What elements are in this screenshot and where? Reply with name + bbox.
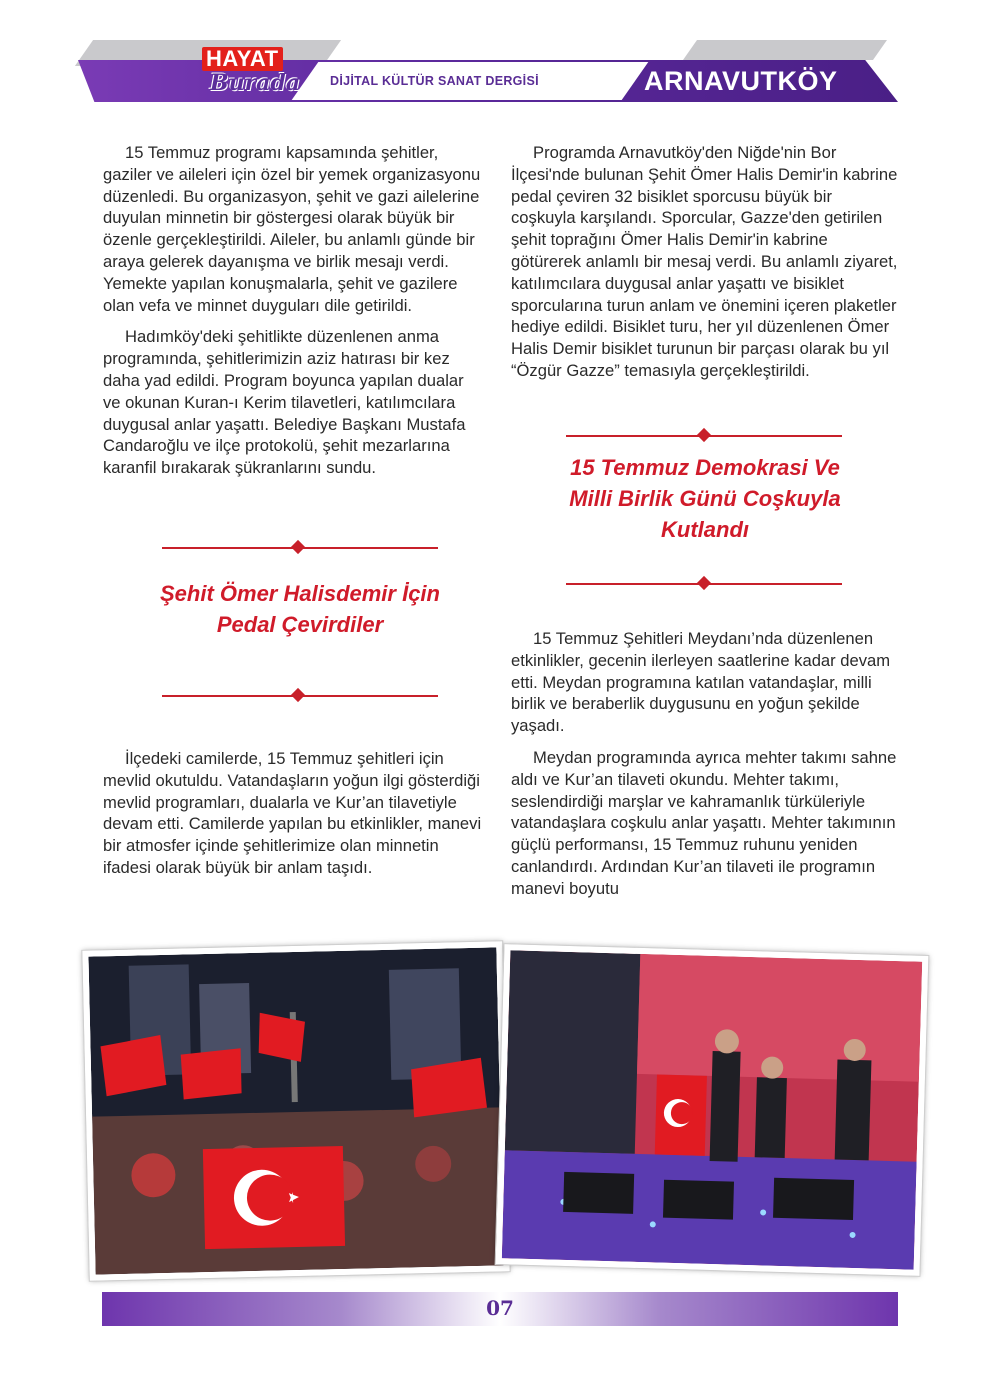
left-column-bottom bbox=[103, 748, 485, 879]
photo-stage-performance bbox=[496, 944, 929, 1276]
district-title: ARNAVUTKÖY bbox=[644, 66, 838, 96]
section-heading-15-temmuz: 15 Temmuz Demokrasi Ve Milli Birlik Günü Coşkuyla Kutlandı bbox=[569, 455, 841, 542]
divider-diamond-icon bbox=[291, 688, 305, 702]
magazine-logo bbox=[196, 45, 306, 105]
paragraph: Meydan programında ayrıca mehter takımı sahne aldı ve Kur’an tilaveti okundu. Mehter takımı, seslendirdiği marşlar ve kahramanlık türküleriyle vatandaşlara coşkulu anlar yaşattı. Mehter takımının güçlü performansı, 15 Temmuz ruhunu yeniden canlandırdı. Ardından Kur’an tilaveti ile programın manevi boyutu bbox=[511, 747, 897, 898]
page-number: 07 bbox=[486, 1296, 514, 1320]
header-gray-stripe-right bbox=[683, 40, 887, 60]
divider-diamond-icon bbox=[697, 428, 711, 442]
stage-photo-illustration bbox=[502, 950, 922, 1269]
paragraph: İlçedeki camilerde, 15 Temmuz şehitleri için mevlid okutuldu. Vatandaşların yoğun ilgi gösterdiği mevlid programları, dualarla ve Kur’an tilavetiyle devam etti. Camilerde yapılan bu etkinlikler, manevi bir atmosfer içinde şehitlerimize olan minnetin ifadesi olarak büyük bir anlam taşıdı. bbox=[103, 749, 482, 877]
divider-diamond-icon bbox=[697, 576, 711, 590]
paragraph: 15 Temmuz programı kapsamında şehitler, gaziler ve aileleri için özel bir yemek organizasyonu düzenledi. Bu organizasyon, şehit ve gazi ailelerine duyulan minnetin bir göstergesi olarak büyük bir özenle gerçekleştirildi. Aileler, bu anlamlı günde bir araya gelerek dayanışma ve birlik mesajı verdi. Yemekte yapılan konuşmalarla, şehit ve gazilere olan vefa ve minnet duyguları dile getirildi. bbox=[103, 143, 481, 315]
right-column-bottom bbox=[511, 628, 899, 900]
page-footer bbox=[102, 1292, 898, 1326]
paragraph: Hadımköy'deki şehitlikte düzenlenen anma programında, şehitlerimizin aziz hatırası bir kez daha yad edildi. Program boyunca yapılan dualar ve okunan Kuran-ı Kerim tilavetleri, katılımcılara duygusal anlar yaşattı. Belediye Başkanı Mustafa Candaroğlu ve ilçe protokolü, şehit mezarlarına karanfil bırakarak şükranlarını sundu. bbox=[103, 327, 466, 478]
paragraph: 15 Temmuz Şehitleri Meydanı’nda düzenlenen etkinlikler, gecenin ilerleyen saatlerine kadar devam etti. Meydan programına katılan vatandaşlar, milli birlik ve beraberlik duygusunu en yoğun şekilde yaşadı. bbox=[511, 629, 891, 736]
right-column-top bbox=[511, 142, 899, 382]
logo-hayat: HAYAT bbox=[202, 47, 283, 71]
logo-burada: Burada bbox=[210, 70, 301, 96]
section-heading-pedal: Şehit Ömer Halisdemir İçin Pedal Çevirdiler bbox=[160, 581, 440, 637]
left-column-top bbox=[103, 142, 485, 479]
magazine-subtitle: DİJİTAL KÜLTÜR SANAT DERGİSİ bbox=[330, 74, 539, 88]
divider-diamond-icon bbox=[291, 540, 305, 554]
crowd-photo-illustration bbox=[88, 947, 503, 1274]
paragraph: Programda Arnavutköy'den Niğde'nin Bor İlçesi'nde bulunan Şehit Ömer Halis Demir'in kabrine pedal çeviren 32 bisiklet sporcusu büyük bir coşkuyla karşılandı. Sporcular, Gazze'den getirilen şehit toprağını Ömer Halis Demir'in kabrine götürerek anlamlı bir mesaj verdi. Bu anlamlı ziyaret, katılımcılara duygusal anlar yaşattı ve bisiklet sporcularına turun anlam ve önemini içeren plaketler hediye edildi. Bisiklet turu, her yıl düzenlenen Ömer Halis Demir bisiklet turunun bir parçası olarak bu yıl “Özgür Gazze” temasıyla gerçekleştirildi. bbox=[511, 143, 898, 380]
photo-crowd-with-flags bbox=[82, 941, 509, 1280]
